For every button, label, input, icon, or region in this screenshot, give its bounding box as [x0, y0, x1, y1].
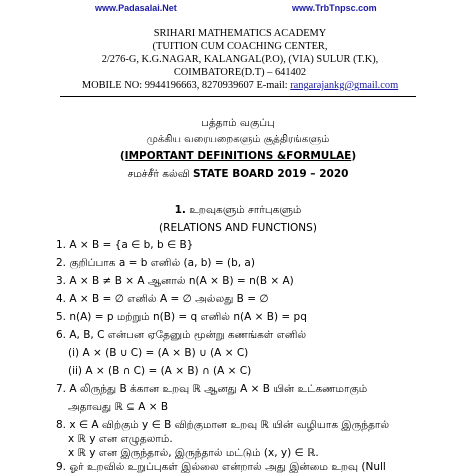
chapter-number: 1. [174, 204, 186, 216]
academy-contact [30, 79, 450, 92]
formula-line-9: 9. ஓர் உறவில் உறுப்புகள் இல்லை என்றால் அது இன்மை உறவு (Null [56, 461, 386, 473]
class-title: பத்தாம் வகுப்பு [201, 117, 275, 129]
formula-line-7-cont: அதாவது ℝ ⊆ A × B [68, 401, 169, 413]
formula-line-8-iff: x ℝ y என இருந்தால், இருந்தால் மட்டும் (x, y) ∈ ℝ. [68, 447, 319, 459]
paren-close: ) [351, 150, 357, 162]
board-tamil: சமச்சீர் கல்வி [127, 168, 190, 180]
academy-address-1: 2/276-G, K.G.NAGAR, KALANGAL(P.O), (VIA) SULUR (T.K), [101, 54, 379, 65]
subtitle: முக்கிய வரையறைகளும் சூத்திரங்களும் [146, 134, 330, 145]
chapter-english: (RELATIONS AND FUNCTIONS) [159, 222, 317, 234]
important-label: IMPORTANT DEFINITIONS &FORMULAE [124, 150, 352, 162]
header-divider [60, 96, 416, 97]
academy-address-2: COIMBATORE(D.T) – 641402 [173, 67, 307, 78]
formula-line-7: 7. A லிருந்து B க்கான உறவு ℝ ஆனது A × B யின் உட்கணமாகும் [56, 383, 368, 395]
academy-name: SRIHARI MATHEMATICS ACADEMY [153, 28, 327, 39]
formula-line-8-cont: x ℝ y என எழுதலாம். [68, 433, 173, 445]
formula-line-4: 4. A × B = ∅ எனில் A = ∅ அல்லது B = ∅ [56, 293, 269, 305]
formula-line-1: 1. A × B = {a ∈ b, b ∈ B} [56, 239, 194, 251]
formula-line-6: 6. A, B, C என்பன ஏதேனும் மூன்று கணங்கள் எனில் [56, 329, 307, 341]
academy-type: (TUITION CUM COACHING CENTER, [152, 41, 328, 52]
important-heading [60, 150, 416, 162]
formula-line-3: 3. A × B ≠ B × A ஆனால் n(A × B) = n(B × A) [56, 275, 294, 287]
formula-line-6-i: (i) A × (B ∪ C) = (A × B) ∪ (A × C) [68, 347, 249, 359]
board-english: STATE BOARD 2019 – 2020 [192, 168, 349, 180]
chapter-tamil: உறவுகளும் சார்புகளும் [189, 204, 302, 216]
paren-open: ( [119, 150, 125, 162]
formula-line-6-ii: (ii) A × (B ∩ C) = (A × B) ∩ (A × C) [68, 365, 252, 377]
padasalai-link[interactable]: www.Padasalai.Net [95, 3, 177, 13]
formula-line-8: 8. x ∈ A விற்கும் y ∈ B விற்குமான உறவு ℝ யின் வழியாக இருந்தால் [56, 419, 390, 431]
formula-line-5: 5. n(A) = p மற்றும் n(B) = q எனில் n(A × B) = pq [56, 311, 307, 323]
chapter-heading [60, 204, 416, 217]
email-link[interactable]: rangarajankg@gmail.com [290, 80, 399, 91]
header-links [0, 3, 474, 15]
formula-line-2: 2. குறிப்பாக a = b எனில் (a, b) = (b, a) [56, 257, 255, 269]
board-line [60, 168, 416, 181]
trbtnpsc-link[interactable]: www.TrbTnpsc.com [292, 3, 377, 13]
mobile-numbers: MOBILE NO: 9944196663, 8270939607 E-mail: [81, 80, 291, 91]
